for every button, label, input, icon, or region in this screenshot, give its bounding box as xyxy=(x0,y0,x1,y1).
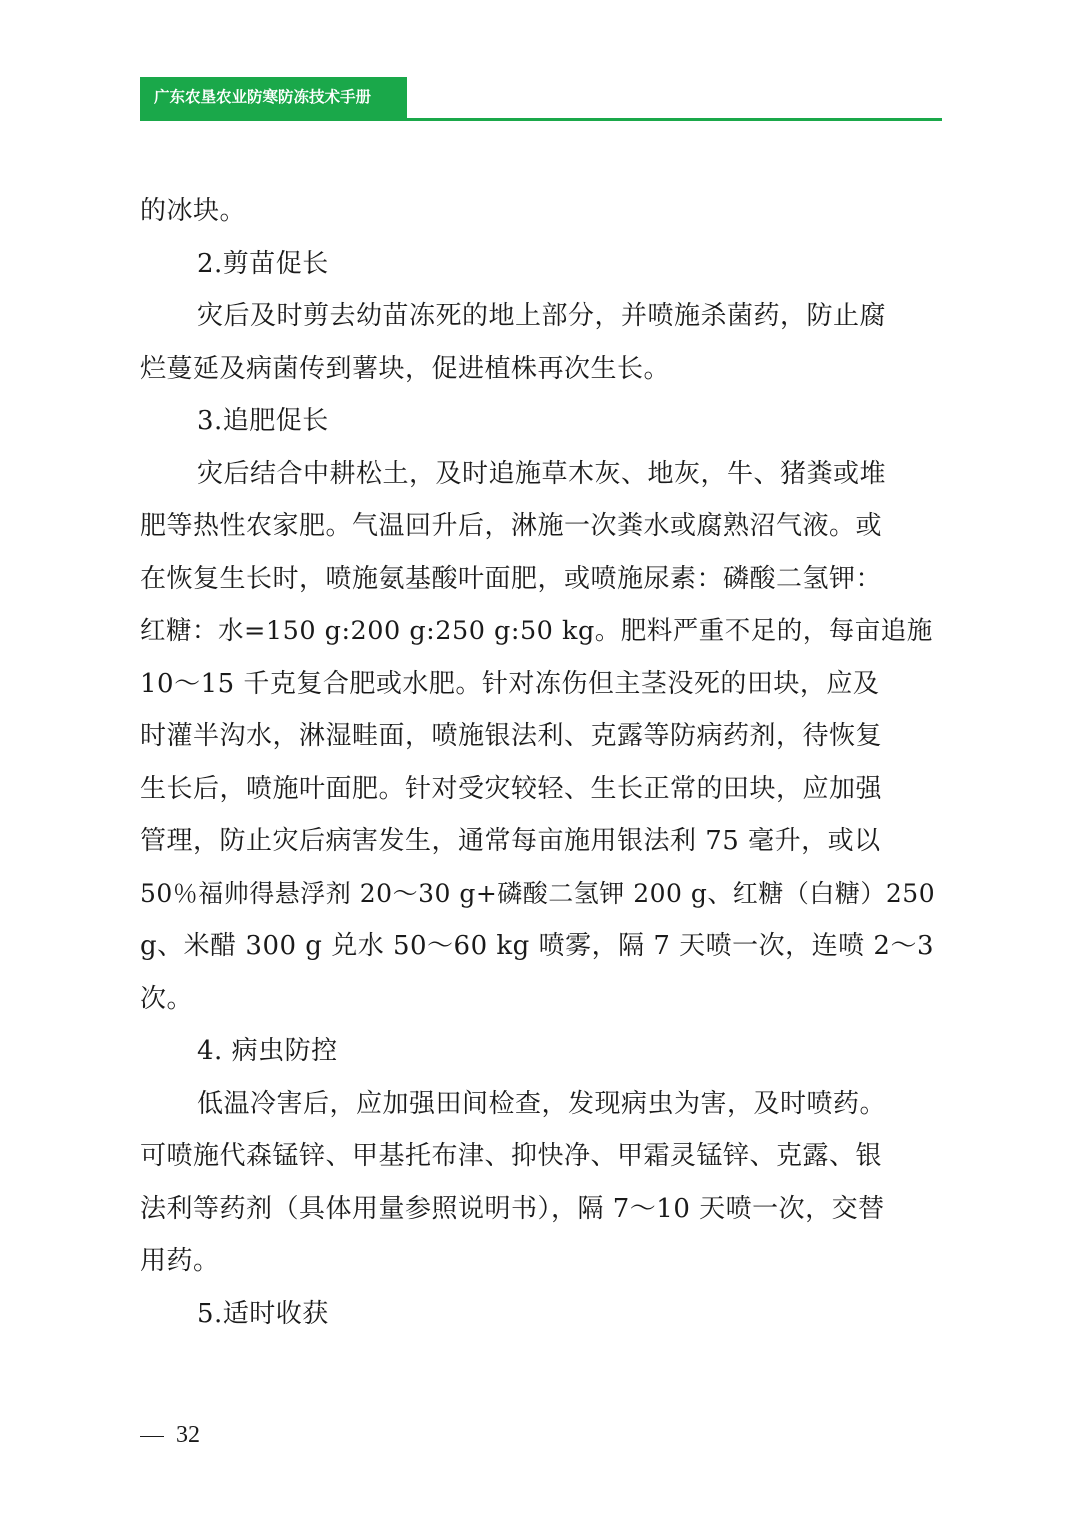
text-line: 5.适时收获 xyxy=(197,1298,329,1329)
text-line: 的冰块。 xyxy=(140,196,247,226)
text-line: 低温冷害后，应加强田间检查，发现病虫为害，及时喷药。 xyxy=(197,1088,887,1119)
text-line: 用药。 xyxy=(140,1246,220,1276)
text-line: 生长后，喷施叶面肥。针对受灾较轻、生长正常的田块，应加强 xyxy=(140,773,883,804)
text-line: 在恢复生长时，喷施氨基酸叶面肥，或喷施尿素：磷酸二氢钾： xyxy=(140,563,883,594)
header-rule xyxy=(140,118,942,121)
text-line: 法利等药剂（具体用量参照说明书），隔 7～10 天喷一次，交替 xyxy=(140,1193,885,1224)
running-header-title: 广东农垦农业防寒防冻技术手册 xyxy=(140,77,407,118)
text-line: 灾后及时剪去幼苗冻死的地上部分，并喷施杀菌药，防止腐 xyxy=(197,301,887,331)
text-line: g、米醋 300 g 兑水 50～60 kg 喷雾，隔 7 天喷一次，连喷 2～3 xyxy=(140,931,934,961)
page-footer xyxy=(140,1417,200,1453)
text-line: 3.追肥促长 xyxy=(197,406,329,436)
text-line: 红糖：水=150 g:200 g:250 g:50 kg。肥料严重不足的，每亩追施 xyxy=(140,616,933,646)
text-line: 可喷施代森锰锌、甲基托布津、抑快净、甲霜灵锰锌、克露、银 xyxy=(140,1141,883,1171)
text-line: 烂蔓延及病菌传到薯块，促进植株再次生长。 xyxy=(140,353,671,384)
text-line: 50％福帅得悬浮剂 20～30 g+磷酸二氢钾 200 g、红糖（白糖）250 xyxy=(140,878,936,908)
text-line: 4. 病虫防控 xyxy=(197,1036,338,1066)
text-line: 管理，防止灾后病害发生，通常每亩施用银法利 75 毫升，或以 xyxy=(140,826,881,856)
body-text xyxy=(140,185,942,1340)
text-line: 10～15 千克复合肥或水肥。针对冻伤但主茎没死的田块，应及 xyxy=(140,668,880,699)
text-line: 时灌半沟水，淋湿畦面，喷施银法利、克露等防病药剂，待恢复 xyxy=(140,721,883,751)
page-number: 32 xyxy=(176,1422,200,1448)
text-line: 2.剪苗促长 xyxy=(197,248,329,279)
text-line: 次。 xyxy=(140,983,194,1014)
text-line: 肥等热性农家肥。气温回升后，淋施一次粪水或腐熟沼气液。或 xyxy=(140,511,883,541)
footer-dash xyxy=(140,1436,164,1438)
text-line: 灾后结合中耕松土，及时追施草木灰、地灰，牛、猪粪或堆 xyxy=(197,458,887,489)
